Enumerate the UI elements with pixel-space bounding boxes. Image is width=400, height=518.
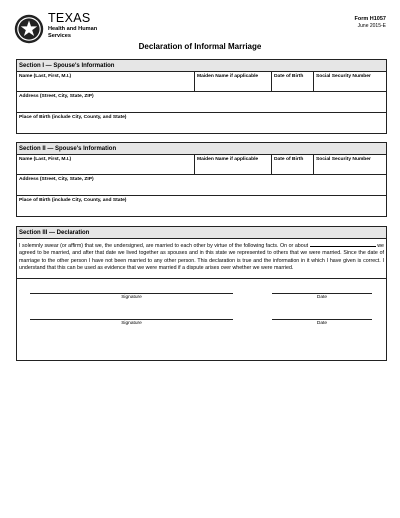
spouse2-address-field[interactable]	[17, 175, 386, 195]
agency-subtitle-line1: Health and Human	[48, 25, 98, 32]
form-revision-date: June 2015-E	[357, 23, 386, 29]
spouse1-maiden-label: Maiden Name if applicable	[197, 73, 259, 79]
spouse1-name-label: Name (Last, First, M.I.)	[19, 73, 72, 79]
spouse1-ssn-field[interactable]	[313, 72, 386, 91]
texas-hhs-logo-icon	[14, 14, 44, 44]
spouse1-address-field[interactable]	[17, 92, 386, 112]
spouse1-dob-field[interactable]	[271, 72, 313, 91]
signature-2-label: Signature	[121, 321, 142, 326]
spouse1-maiden-name-field[interactable]	[194, 72, 271, 91]
spouse2-ssn-field[interactable]	[313, 155, 386, 174]
signature-area	[17, 279, 386, 360]
declaration-text-part1: I solemnly swear (or affirm) that we, the undersigned, are married to each other by virtue of the following facts. On or about	[19, 243, 309, 249]
spouse2-birthplace-field[interactable]	[17, 196, 386, 216]
section-1-spouse-info	[16, 59, 387, 134]
section-1-heading: Section I — Spouse's Information	[17, 60, 386, 72]
spouse1-ssn-label: Social Security Number	[316, 73, 371, 79]
spouse2-name-field[interactable]	[17, 155, 194, 174]
section-1-row-address	[17, 92, 386, 113]
date-line-1[interactable]	[272, 293, 372, 294]
spouse2-ssn-label: Social Security Number	[316, 156, 371, 162]
spouse2-birthplace-label: Place of Birth (include City, County, and State)	[19, 197, 127, 203]
section-2-heading: Section II — Spouse's Information	[17, 143, 386, 155]
spouse2-dob-label: Date of Birth	[274, 156, 304, 162]
form-meta	[355, 16, 387, 30]
spouse1-name-field[interactable]	[17, 72, 194, 91]
section-2-spouse-info	[16, 142, 387, 217]
document-title: Declaration of Informal Marriage	[138, 42, 262, 51]
spouse2-maiden-name-field[interactable]	[194, 155, 271, 174]
section-1-row-name	[17, 72, 386, 92]
section-2-row-address	[17, 175, 386, 196]
agency-subtitle-line2: Services	[48, 32, 72, 39]
date-1-label: Date	[316, 295, 328, 300]
section-3-heading: Section III — Declaration	[17, 227, 386, 239]
signature-line-1[interactable]	[30, 293, 233, 294]
signature-1-label: Signature	[121, 295, 142, 300]
agency-name	[48, 12, 97, 39]
spouse2-address-label: Address (Street, City, State, ZIP)	[19, 176, 94, 182]
spouse2-maiden-label: Maiden Name if applicable	[197, 156, 259, 162]
spouse2-dob-field[interactable]	[271, 155, 313, 174]
agency-title: TEXAS	[48, 11, 91, 25]
section-3-declaration	[16, 226, 387, 361]
spouse1-address-label: Address (Street, City, State, ZIP)	[19, 93, 94, 99]
spouse1-dob-label: Date of Birth	[274, 73, 304, 79]
form-number: Form H1057	[354, 16, 386, 22]
spouse1-birthplace-label: Place of Birth (include City, County, and State)	[19, 114, 127, 120]
marriage-date-blank[interactable]	[310, 241, 376, 247]
declaration-text	[17, 239, 386, 279]
declaration-text-part2: we agreed to be married, and after that date we lived together as spouses and in this state we represented to others that we were married. Since the date of marriage to the other person I have not been married to any other person. This declaration is true and the information in it which I have given is correct. I understand that this can be used as evidence that we were married if a dispute arises over whether we were married.	[19, 243, 384, 272]
spouse2-name-label: Name (Last, First, M.I.)	[19, 156, 72, 162]
section-1-row-birthplace	[17, 113, 386, 133]
signature-line-2[interactable]	[30, 319, 233, 320]
date-line-2[interactable]	[272, 319, 372, 320]
section-2-row-birthplace	[17, 196, 386, 216]
date-2-label: Date	[316, 321, 328, 326]
section-2-row-name	[17, 155, 386, 175]
spouse1-birthplace-field[interactable]	[17, 113, 386, 133]
